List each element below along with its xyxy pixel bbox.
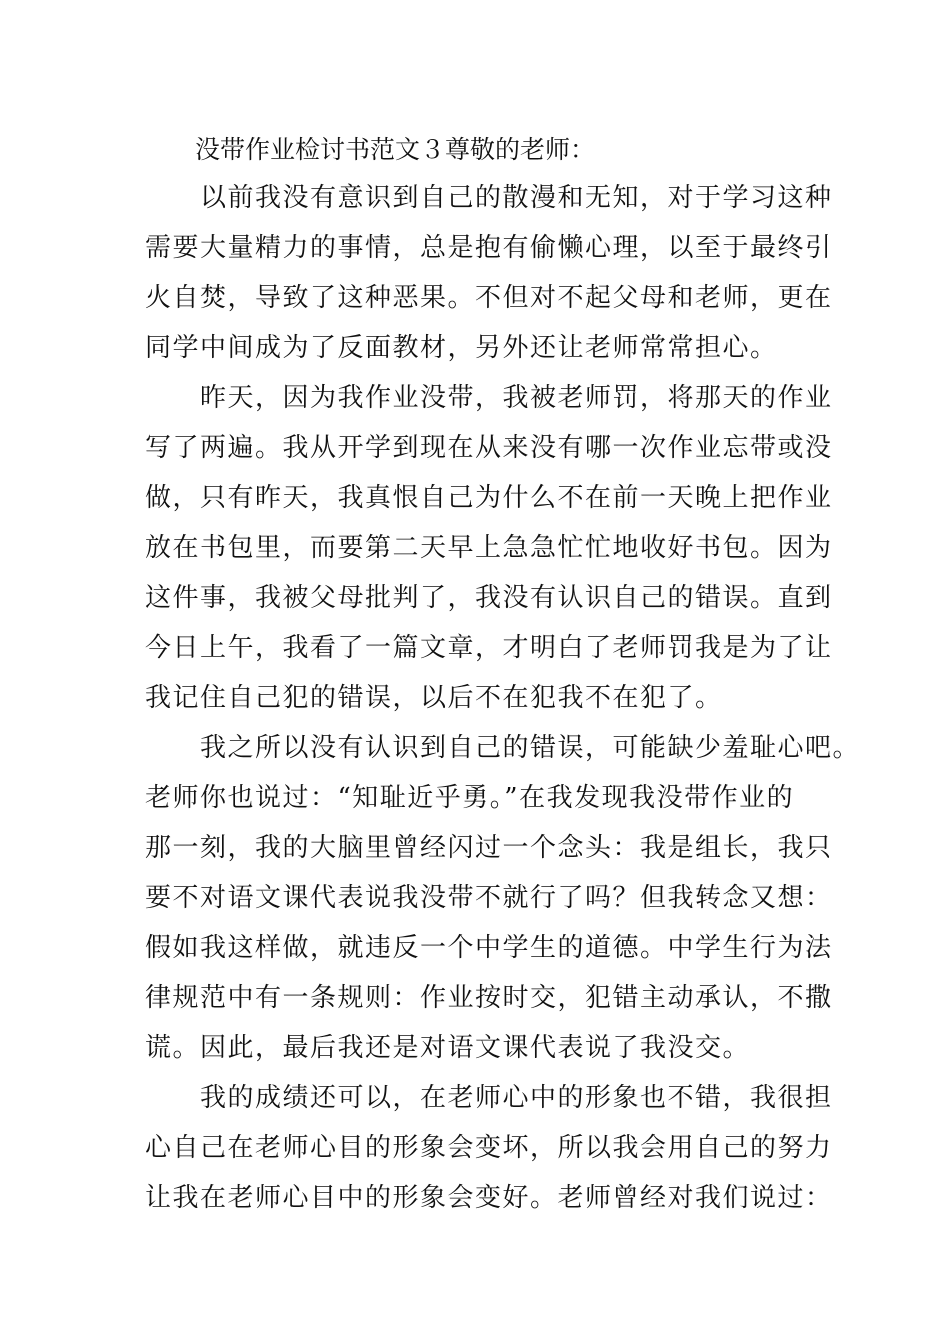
paragraph-2-line-3: 做，只有昨天，我真恨自己为什么不在前一天晚上把作业 (145, 483, 833, 513)
paragraph-2-line-2: 写了两遍。我从开学到现在从来没有哪一次作业忘带或没 (145, 433, 833, 463)
paragraph-3-line-2: 老师你也说过：“知耻近乎勇。”在我发现我没带作业的 (145, 783, 795, 813)
paragraph-4-line-2: 心自己在老师心目的形象会变坏，所以我会用自己的努力 (145, 1133, 833, 1163)
paragraph-1-line-1: 以前我没有意识到自己的散漫和无知，对于学习这种 (200, 183, 833, 213)
paragraph-1-line-3: 火自焚，导致了这种恶果。不但对不起父母和老师，更在 (145, 283, 833, 313)
paragraph-3-line-5: 假如我这样做，就违反一个中学生的道德。中学生行为法 (145, 933, 833, 963)
paragraph-3-line-6: 律规范中有一条规则：作业按时交，犯错主动承认，不撒 (145, 983, 833, 1013)
paragraph-3-line-7: 谎。因此，最后我还是对语文课代表说了我没交。 (145, 1033, 751, 1063)
paragraph-4-line-3: 让我在老师心目中的形象会变好。老师曾经对我们说过： (145, 1183, 833, 1213)
paragraph-1-line-4: 同学中间成为了反面教材，另外还让老师常常担心。 (145, 333, 778, 363)
paragraph-2-line-1: 昨天，因为我作业没带，我被老师罚，将那天的作业 (200, 383, 833, 413)
paragraph-3-line-1: 我之所以没有认识到自己的错误，可能缺少羞耻心吧。 (200, 733, 861, 763)
paragraph-2-line-4: 放在书包里，而要第二天早上急急忙忙地收好书包。因为 (145, 533, 833, 563)
paragraph-4-line-1: 我的成绩还可以，在老师心中的形象也不错，我很担 (200, 1083, 833, 1113)
paragraph-2-line-5: 这件事，我被父母批判了，我没有认识自己的错误。直到 (145, 583, 833, 613)
paragraph-3-line-4: 要不对语文课代表说我没带不就行了吗？但我转念又想： (145, 883, 833, 913)
paragraph-1-line-2: 需要大量精力的事情，总是抱有偷懒心理，以至于最终引 (145, 233, 833, 263)
paragraph-2-line-7: 我记住自己犯的错误，以后不在犯我不在犯了。 (145, 683, 723, 713)
paragraph-3-line-3: 那一刻，我的大脑里曾经闪过一个念头：我是组长，我只 (145, 833, 833, 863)
document-title-line: 没带作业检讨书范文３尊敬的老师： (195, 135, 596, 164)
paragraph-2-line-6: 今日上午，我看了一篇文章，才明白了老师罚我是为了让 (145, 633, 833, 663)
